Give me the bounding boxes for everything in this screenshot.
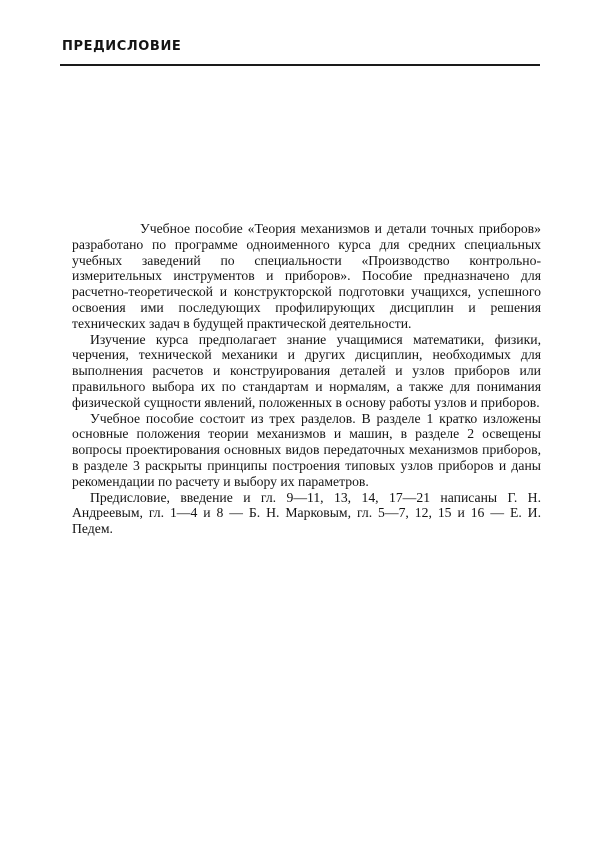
paragraph-structure: Учебное пособие состоит из трех разделов. В разделе 1 кратко изложены основные положения теории механизмов и машин, в разделе 2 освещены вопросы проектирования основных видов передаточных механизмов приборов, в разделе 3 раскрыты принципы построения типовых узлов приборов и даны рекомендации по расчету и выбору их параметров. [72,410,541,489]
preface-body [72,221,541,537]
page-heading: ПРЕДИСЛОВИЕ [62,39,182,54]
paragraph-prerequisites: Изучение курса предполагает знание учащимися математики, физики, черчения, технической механики и других дисциплин, необходимых для выполнения расчетов и конструирования деталей и узлов приборов или правильного выбора их по стандартам и нормалям, а также для понимания физической сущности явлений, положенных в основу работы узлов и приборов. [72,331,541,410]
heading-rule [60,64,540,66]
paragraph-purpose: Учебное пособие «Теория механизмов и детали точных приборов» разработано по программе одноименного курса для средних специальных учебных заведений по специальности «Производство контрольно-измерительных инструментов и приборов». Пособие предназначено для расчетно-теоретической и конструкторской подготовки учащихся, успешного освоения ими последующих профилирующих дисциплин и решения технических задач в будущей практической деятельности. [72,221,541,331]
paragraph-authors: Предисловие, введение и гл. 9—11, 13, 14, 17—21 написаны Г. Н. Андреевым, гл. 1—4 и 8 — Б. Н. Марковым, гл. 5—7, 12, 15 и 16 — Е. И. Педем. [72,489,541,537]
